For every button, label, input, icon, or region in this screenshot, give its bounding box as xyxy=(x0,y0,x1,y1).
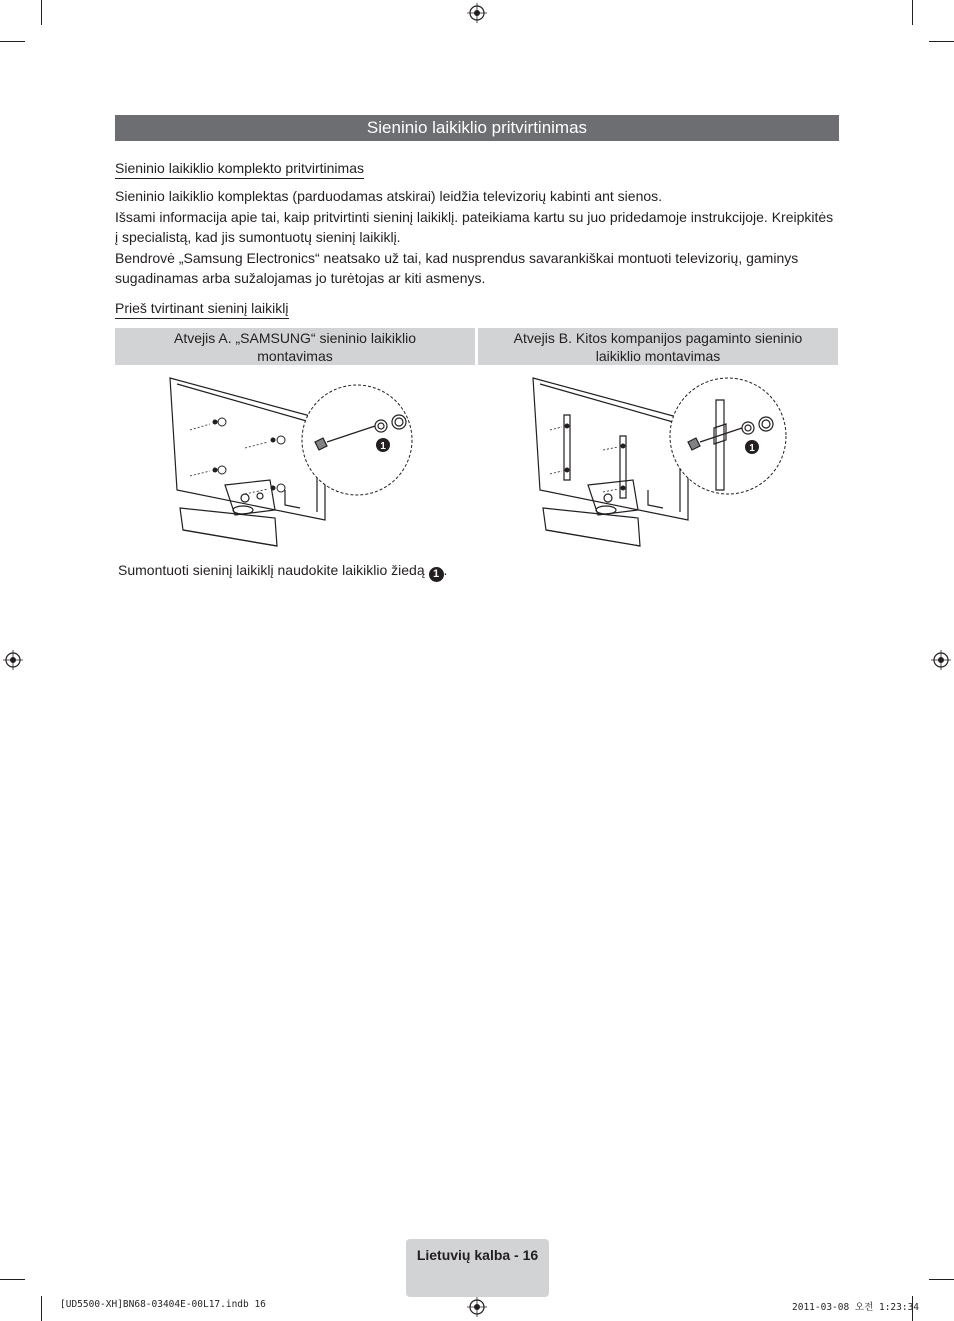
page-number-tab: Lietuvių kalba - 16 xyxy=(406,1239,549,1297)
ring-note xyxy=(118,560,447,582)
kit-paragraph-2: Išsami informacija apie tai, kaip pritvirtinti sieninį laikiklį. pateikiama kartu su juo pridedamoje instrukcijoje. Kreipkitės į specialistą, kad jis sumontuotų sieninį laikiklį. xyxy=(115,209,834,245)
section-title: Sieninio laikiklio pritvirtinimas xyxy=(115,115,839,141)
illustration-case-b xyxy=(528,370,798,552)
case-a-line-2: montavimas xyxy=(257,348,333,364)
crop-mark-top-left-h xyxy=(0,41,25,42)
illustration-case-a xyxy=(165,370,435,552)
registration-mark-top-icon xyxy=(467,3,487,23)
footer-timestamp: 2011-03-08 오전 1:23:34 xyxy=(792,1302,920,1313)
case-a-line-1: Atvejis A. „SAMSUNG“ sieninio laikiklio xyxy=(174,330,416,346)
case-b-line-2: laikiklio montavimas xyxy=(595,348,721,364)
ring-note-end: . xyxy=(443,562,448,578)
registration-mark-left-icon xyxy=(3,650,23,670)
crop-mark-top-right-h xyxy=(929,41,954,42)
ring-note-number: 1 xyxy=(429,567,444,582)
case-b-callout: 1 xyxy=(749,443,755,454)
case-a-header xyxy=(115,328,475,365)
kit-heading: Sieninio laikiklio komplekto pritvirtinimas xyxy=(115,159,364,179)
ring-note-text: Sumontuoti sieninį laikiklį naudokite laikiklio žiedą xyxy=(118,562,425,578)
crop-mark-top-left-v xyxy=(41,0,42,25)
registration-mark-bottom-icon xyxy=(467,1297,487,1317)
crop-mark-top-right-v xyxy=(912,0,913,25)
case-b-header xyxy=(478,328,838,365)
crop-mark-bottom-right-h xyxy=(929,1279,954,1280)
case-a-callout: 1 xyxy=(380,441,386,452)
kit-paragraph-1: Sieninio laikiklio komplektas (parduodamas atskirai) leidžia televizorių kabinti ant sienos. xyxy=(115,188,663,204)
registration-mark-right-icon xyxy=(931,650,951,670)
before-heading: Prieš tvirtinant sieninį laikiklį xyxy=(115,299,289,319)
kit-paragraph-3: Bendrovė „Samsung Electronics“ neatsako už tai, kad nusprendus savarankiškai montuoti televizorių, gaminys sugadinamas arba sužalojamas jo turėtojas ar kiti asmenys. xyxy=(115,250,799,286)
crop-mark-bottom-left-h xyxy=(0,1279,25,1280)
footer-file-info: [UD5500-XH]BN68-03404E-00L17.indb 16 xyxy=(60,1299,266,1310)
crop-mark-bottom-left-v xyxy=(41,1296,42,1321)
case-b-line-1: Atvejis B. Kitos kompanijos pagaminto sieninio xyxy=(513,330,803,346)
